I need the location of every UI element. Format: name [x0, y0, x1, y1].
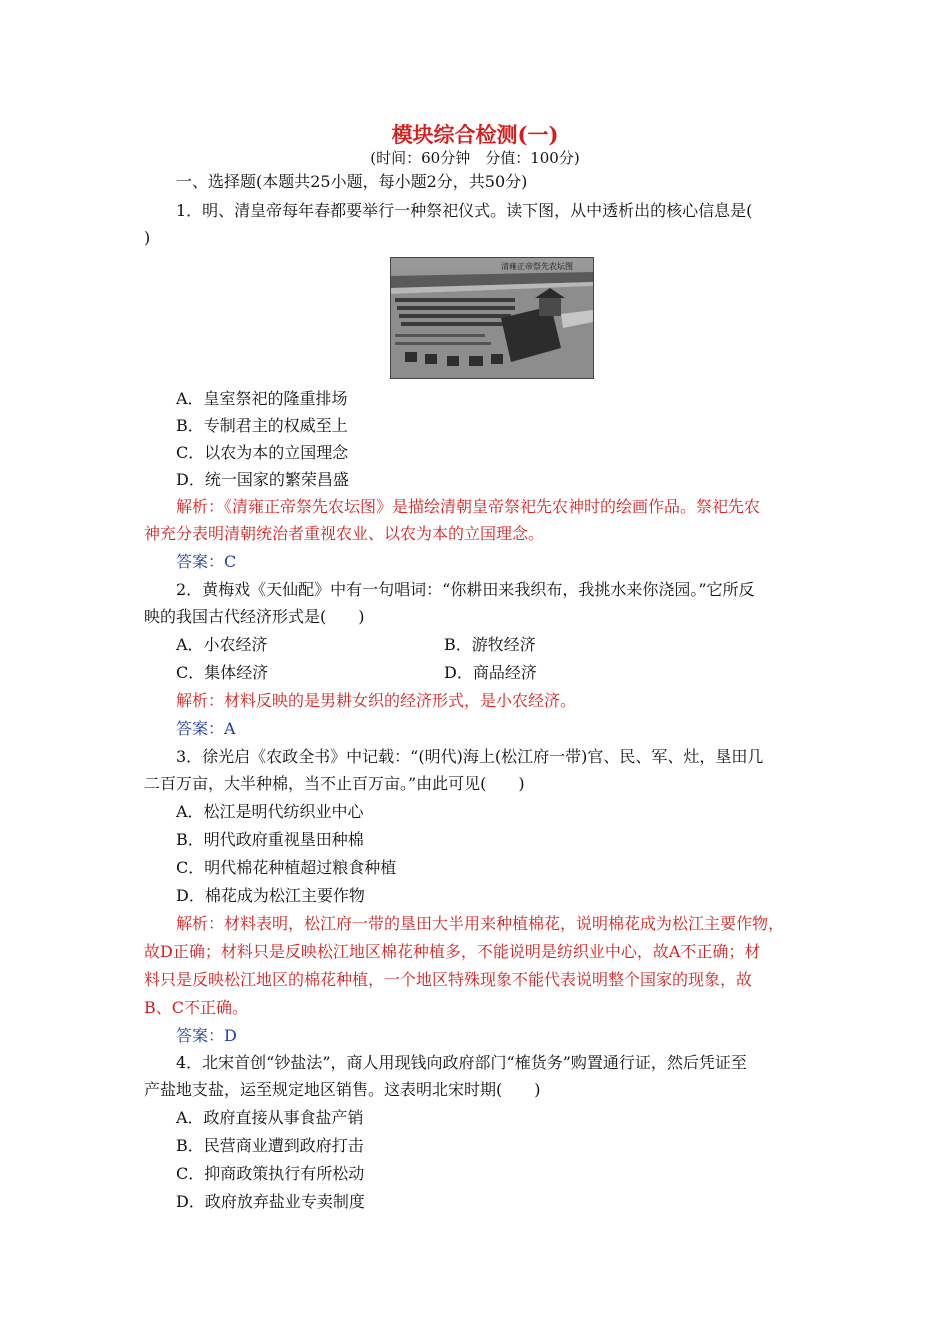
q4-stem-line-1: 4．北宋首创“钞盐法”，商人用现钱向政府部门“榷货务”购置通行证，然后凭证至: [176, 1053, 747, 1072]
q1-figure-drawing: [391, 258, 593, 378]
page-subtitle: (时间：60分钟 分值：100分): [370, 149, 580, 167]
q3-stem-line-2: 二百万亩，大半种棉，当不止百万亩。”由此可见( ): [144, 774, 525, 793]
q1-stem-line-1: 1．明、清皇帝每年春都要举行一种祭祀仪式。读下图，从中透析出的核心信息是(: [176, 201, 753, 220]
q3-analysis-line-2: 故D正确；材料只是反映松江地区棉花种植多，不能说明是纺织业中心，故A不正确；材: [144, 942, 761, 961]
q1-analysis-line-2: 神充分表明清朝统治者重视农业、以农为本的立国理念。: [144, 524, 545, 543]
q4-option-b: B．民营商业遭到政府打击: [176, 1136, 364, 1155]
q4-option-c: C．抑商政策执行有所松动: [176, 1164, 365, 1183]
q1-option-c: C．以农为本的立国理念: [176, 443, 349, 462]
q1-figure-image: [390, 257, 594, 379]
section-heading: 一、选择题(本题共25小题，每小题2分，共50分): [176, 172, 528, 191]
q2-stem-line-1: 2．黄梅戏《天仙配》中有一句唱词：“你耕田来我织布，我挑水来你浇园。”它所反: [176, 580, 755, 599]
q2-answer: 答案：A: [176, 719, 236, 738]
q1-analysis-line-1: 解析：《清雍正帝祭先农坛图》是描绘清朝皇帝祭祀先农神时的绘画作品。祭祀先农: [176, 497, 761, 516]
q3-analysis-line-1: 解析：材料表明，松江府一带的垦田大半用来种植棉花，说明棉花成为松江主要作物，: [176, 914, 785, 933]
q1-stem-line-2: ): [144, 228, 151, 247]
q1-option-a: A．皇室祭祀的隆重排场: [176, 389, 348, 408]
q2-option-c: C．集体经济: [176, 663, 269, 682]
q1-option-b: B．专制君主的权威至上: [176, 416, 348, 435]
q3-option-b: B．明代政府重视垦田种棉: [176, 830, 364, 849]
q4-option-a: A．政府直接从事食盐产销: [176, 1108, 364, 1127]
q1-option-d: D．统一国家的繁荣昌盛: [176, 470, 349, 489]
q2-stem-line-2: 映的我国古代经济形式是( ): [144, 607, 365, 626]
q2-option-d: D．商品经济: [444, 663, 537, 682]
page-title: 模块综合检测(一): [391, 122, 559, 147]
q4-option-d: D．政府放弃盐业专卖制度: [176, 1192, 365, 1211]
q1-answer: 答案：C: [176, 552, 237, 571]
q3-answer: 答案：D: [176, 1026, 237, 1045]
q3-option-d: D．棉花成为松江主要作物: [176, 886, 365, 905]
q3-analysis-line-3: 料只是反映松江地区的棉花种植，一个地区特殊现象不能代表说明整个国家的现象，故: [144, 970, 753, 989]
q3-analysis-line-4: B、C不正确。: [144, 998, 249, 1017]
q4-stem-line-2: 产盐地支盐，运至规定地区销售。这表明北宋时期( ): [144, 1080, 541, 1099]
q3-option-c: C．明代棉花种植超过粮食种植: [176, 858, 397, 877]
q2-option-b: B．游牧经济: [444, 635, 536, 654]
q3-stem-line-1: 3．徐光启《农政全书》中记载：“(明代)海上(松江府一带)官、民、军、灶，垦田几: [176, 747, 764, 766]
q1-figure-caption: 清雍正帝祭先农坛图: [501, 262, 573, 271]
q2-option-a: A．小农经济: [176, 635, 268, 654]
q2-analysis: 解析：材料反映的是男耕女织的经济形式，是小农经济。: [176, 691, 577, 710]
q3-option-a: A．松江是明代纺织业中心: [176, 802, 364, 821]
